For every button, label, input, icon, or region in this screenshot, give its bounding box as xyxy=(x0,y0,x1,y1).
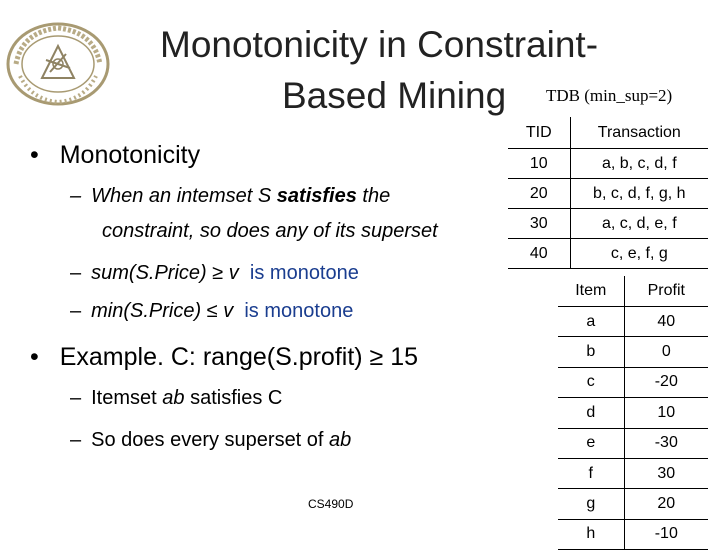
table-row xyxy=(558,307,708,337)
dash: – xyxy=(70,262,82,284)
cell-item: d xyxy=(558,398,624,428)
subbullet-min-monotone xyxy=(70,301,353,321)
subbullet-definition-line2: constraint, so does any of its superset xyxy=(102,220,438,242)
table-header-row xyxy=(558,276,708,307)
slide-title-line1: Monotonicity in Constraint- xyxy=(160,24,599,65)
cell-tid: 30 xyxy=(508,209,570,239)
dash: – xyxy=(70,300,82,322)
table-row xyxy=(558,367,708,397)
subbullet-sum-monotone xyxy=(70,263,359,283)
cell-profit: 30 xyxy=(624,458,708,488)
cell-profit: 20 xyxy=(624,489,708,519)
text-bold: satisfies xyxy=(276,185,357,207)
table-row xyxy=(508,179,708,209)
text-post: the xyxy=(356,185,391,207)
tdb-table xyxy=(508,117,708,269)
cell-transaction: a, b, c, d, f xyxy=(570,149,708,179)
header-tid: TID xyxy=(508,117,570,149)
profit-table xyxy=(558,276,708,550)
bullet-dot: • xyxy=(30,343,39,371)
cell-transaction: a, c, d, e, f xyxy=(570,209,708,239)
subbullet-definition-line1 xyxy=(70,186,390,206)
text-pre: Itemset xyxy=(91,387,163,409)
cell-profit: -20 xyxy=(624,367,708,397)
bullet-dot: • xyxy=(30,141,39,169)
bullet-monotonicity xyxy=(30,143,200,168)
bullet-example xyxy=(30,345,418,370)
table-row xyxy=(558,337,708,367)
header-profit: Profit xyxy=(624,276,708,307)
cell-item: b xyxy=(558,337,624,367)
cell-item: a xyxy=(558,307,624,337)
header-item: Item xyxy=(558,276,624,307)
table-row xyxy=(558,519,708,549)
cell-transaction: b, c, d, f, g, h xyxy=(570,179,708,209)
table-header-row xyxy=(508,117,708,149)
text-pre: When an intemset S xyxy=(91,185,277,207)
cell-item: e xyxy=(558,428,624,458)
keyword-monotone: is monotone xyxy=(249,262,359,284)
dash: – xyxy=(70,387,82,409)
keyword-monotone: is monotone xyxy=(244,300,354,322)
university-seal-icon xyxy=(2,20,114,108)
table-row xyxy=(508,209,708,239)
subbullet-superset-ab xyxy=(70,430,351,450)
footer-course-code: CS490D xyxy=(308,497,354,511)
table-row xyxy=(508,239,708,269)
table-row xyxy=(508,149,708,179)
slide-title-line2: Based Mining xyxy=(282,75,507,116)
cell-item: f xyxy=(558,458,624,488)
text-italic: ab xyxy=(329,429,352,451)
cell-tid: 40 xyxy=(508,239,570,269)
table-row xyxy=(558,489,708,519)
bullet-text: Example. C: range(S.profit) ≥ 15 xyxy=(59,343,419,371)
cell-profit: 0 xyxy=(624,337,708,367)
cell-tid: 20 xyxy=(508,179,570,209)
cell-item: c xyxy=(558,367,624,397)
cell-tid: 10 xyxy=(508,149,570,179)
tdb-label: TDB (min_sup=2) xyxy=(546,86,673,105)
cell-profit: -30 xyxy=(624,428,708,458)
text-italic: ab xyxy=(162,387,185,409)
table-row xyxy=(558,398,708,428)
header-transaction: Transaction xyxy=(570,117,708,149)
expression: min(S.Price) ≤ v xyxy=(91,300,234,322)
cell-item: h xyxy=(558,519,624,549)
cell-item: g xyxy=(558,489,624,519)
table-row xyxy=(558,428,708,458)
subbullet-itemset-ab xyxy=(70,388,282,408)
cell-profit: 10 xyxy=(624,398,708,428)
expression: sum(S.Price) ≥ v xyxy=(91,262,239,284)
cell-profit: -10 xyxy=(624,519,708,549)
dash: – xyxy=(70,185,82,207)
text-pre: So does every superset of xyxy=(91,429,330,451)
dash: – xyxy=(70,429,82,451)
bullet-text: Monotonicity xyxy=(59,141,201,169)
text-post: satisfies C xyxy=(184,387,283,409)
table-row xyxy=(558,458,708,488)
cell-transaction: c, e, f, g xyxy=(570,239,708,269)
cell-profit: 40 xyxy=(624,307,708,337)
